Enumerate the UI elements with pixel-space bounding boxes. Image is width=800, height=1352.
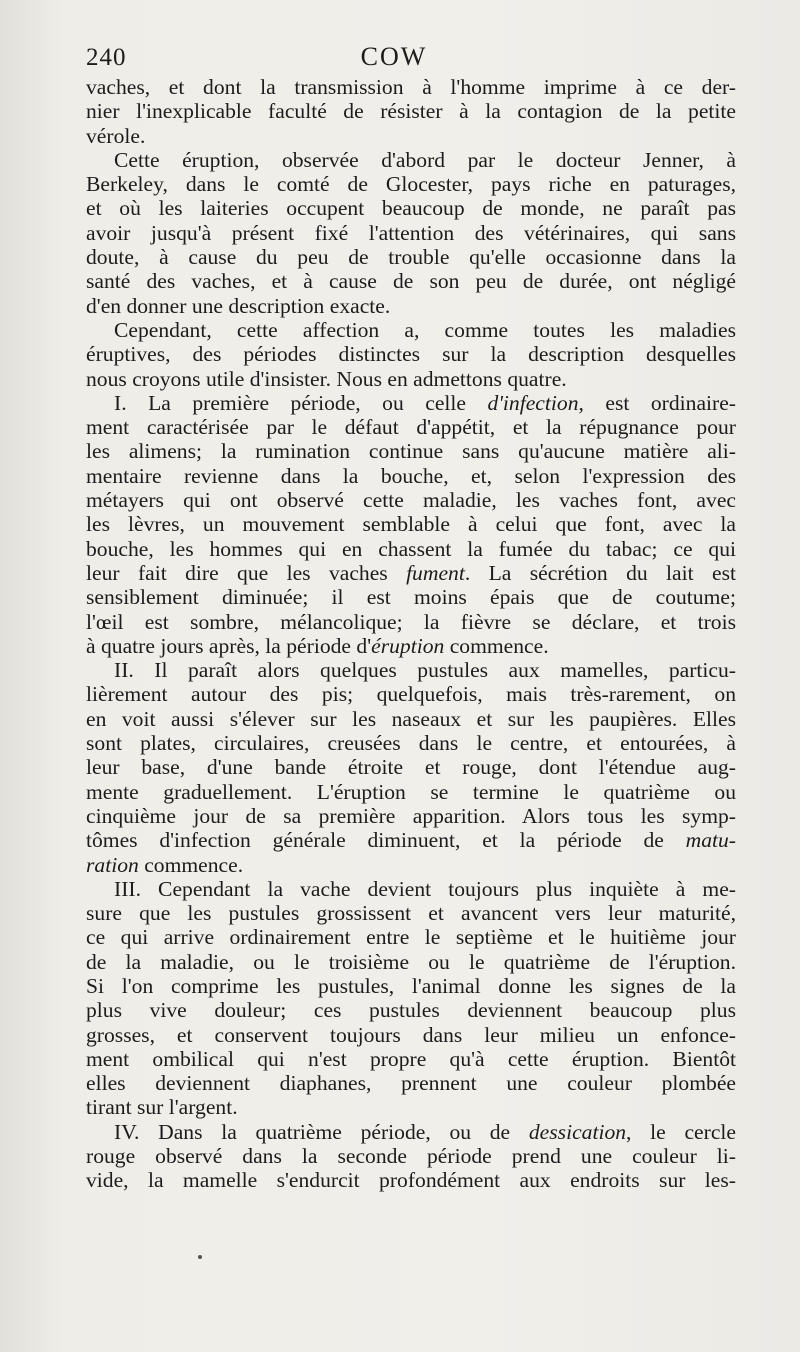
text-line: Cette éruption, observée d'abord par le docteur Jenner, à [114, 147, 736, 172]
text-line: doute, à cause du peu de trouble qu'elle occasionne dans la [86, 245, 736, 270]
text-line: l'œil est sombre, mélancolique; la fièvre se déclare, et trois [86, 609, 736, 634]
text-line [86, 561, 736, 585]
paragraph-period-one [86, 391, 736, 658]
text-run: leur fait dire que les vaches [86, 560, 407, 585]
text-line: sure que les pustules grossissent et avancent vers leur maturité, [86, 901, 736, 926]
paragraph-jenner [86, 148, 736, 318]
text-line: Cependant, cette affection a, comme toutes les maladies [114, 317, 736, 342]
text-line: leur base, d'une bande étroite et rouge, dont l'étendue aug- [86, 755, 736, 780]
text-line: ment ombilical qui n'est propre qu'à cette éruption. Bientôt [86, 1046, 736, 1071]
body-text [86, 75, 736, 1193]
italic-term: dessication [528, 1119, 627, 1144]
text-line: elles deviennent diaphanes, prennent une couleur plombée [86, 1071, 736, 1096]
text-line: bouche, les hommes qui en chassent la fumée du tabac; ce qui [86, 536, 736, 561]
text-line: sont plates, circulaires, creusées dans le centre, et entourées, à [86, 731, 736, 756]
text-line: rouge observé dans la seconde période prend une couleur li- [86, 1144, 736, 1169]
page-header [86, 42, 742, 76]
text-line: tirant sur l'argent. [86, 1095, 238, 1120]
paragraph-period-two [86, 658, 736, 877]
text-line: lièrement autour des pis; quelquefois, mais très-rarement, on [86, 682, 736, 707]
paragraph-period-four [86, 1120, 736, 1193]
text-line: vaches, et dont la transmission à l'homme imprime à ce der- [86, 75, 736, 99]
text-run: commence. [444, 633, 549, 658]
italic-term: ration [86, 852, 139, 877]
text-line: plus vive douleur; ces pustules deviennent beaucoup plus [86, 998, 736, 1023]
text-run: . La sécrétion du lait est [464, 560, 736, 585]
ink-speck [198, 1255, 202, 1259]
text-line [86, 1120, 736, 1144]
page-number: 240 [86, 44, 127, 71]
text-line: vide, la mamelle s'endurcit profondément aux endroits sur les- [86, 1168, 736, 1193]
text-line: et où les laiteries occupent beaucoup de monde, ne paraît pas [86, 196, 736, 221]
text-run: , est ordinaire- [578, 390, 736, 415]
paragraph-continuation [86, 75, 736, 148]
text-line: de la maladie, ou le troisième ou le quatrième de l'éruption. [86, 949, 736, 974]
text-line [86, 853, 736, 877]
italic-term: fument [406, 560, 465, 585]
text-line: grosses, et conservent toujours dans leur milieu un enfonce- [86, 1022, 736, 1047]
text-line: ment caractérisée par le défaut d'appétit, et la répugnance pour [86, 415, 736, 440]
text-line: ce qui arrive ordinairement entre le septième et le huitième jour [86, 925, 736, 950]
text-run: tômes d'infection générale diminuent, et la période de [86, 828, 686, 853]
italic-term: d'infection [487, 390, 579, 415]
text-line: nier l'inexplicable faculté de résister à la contagion de la petite [86, 99, 736, 124]
text-line: III. Cependant la vache devient toujours plus inquiète à me- [114, 876, 736, 901]
italic-term: éruption [371, 633, 445, 658]
italic-term: matu- [685, 828, 736, 853]
text-line: métayers qui ont observé cette maladie, les vaches font, avec [86, 488, 736, 513]
text-line: avoir jusqu'à présent fixé l'attention des vétérinaires, qui sans [86, 220, 736, 245]
text-line: vérole. [86, 123, 146, 148]
text-line: santé des vaches, et à cause de son peu de durée, ont négligé [86, 269, 736, 294]
paragraph-period-three [86, 877, 736, 1120]
running-head: COW [360, 42, 428, 71]
text-run: , le cercle [626, 1119, 736, 1144]
text-line: nous croyons utile d'insister. Nous en admettons quatre. [86, 366, 567, 391]
text-line [86, 634, 736, 658]
text-line: d'en donner une description exacte. [86, 293, 391, 318]
text-line: mente graduellement. L'éruption se termine le quatrième ou [86, 779, 736, 804]
text-line: éruptives, des périodes distinctes sur la description desquelles [86, 342, 736, 367]
text-run: à quatre jours après, la période d' [86, 633, 372, 658]
text-line [86, 828, 736, 852]
text-line: II. Il paraît alors quelques pustules aux mamelles, particu- [114, 658, 736, 683]
text-line: en voit aussi s'élever sur les naseaux et sur les paupières. Elles [86, 706, 736, 731]
text-line: Berkeley, dans le comté de Glocester, pays riche en paturages, [86, 172, 736, 197]
text-run: I. La première période, ou celle [114, 390, 488, 415]
text-line: sensiblement diminuée; il est moins épais que de coutume; [86, 585, 736, 610]
text-line: les lèvres, un mouvement semblable à celui que font, avec la [86, 512, 736, 537]
text-line: cinquième jour de sa première apparition. Alors tous les symp- [86, 803, 736, 828]
paragraph-periods [86, 318, 736, 391]
text-line: mentaire revienne dans la bouche, et, selon l'expression des [86, 463, 736, 488]
text-run: commence. [138, 852, 244, 877]
text-line [86, 391, 736, 415]
text-line: les alimens; la rumination continue sans qu'aucune matière ali- [86, 439, 736, 464]
text-run: IV. Dans la quatrième période, ou de [114, 1119, 529, 1144]
text-line: Si l'on comprime les pustules, l'animal donne les signes de la [86, 973, 736, 998]
